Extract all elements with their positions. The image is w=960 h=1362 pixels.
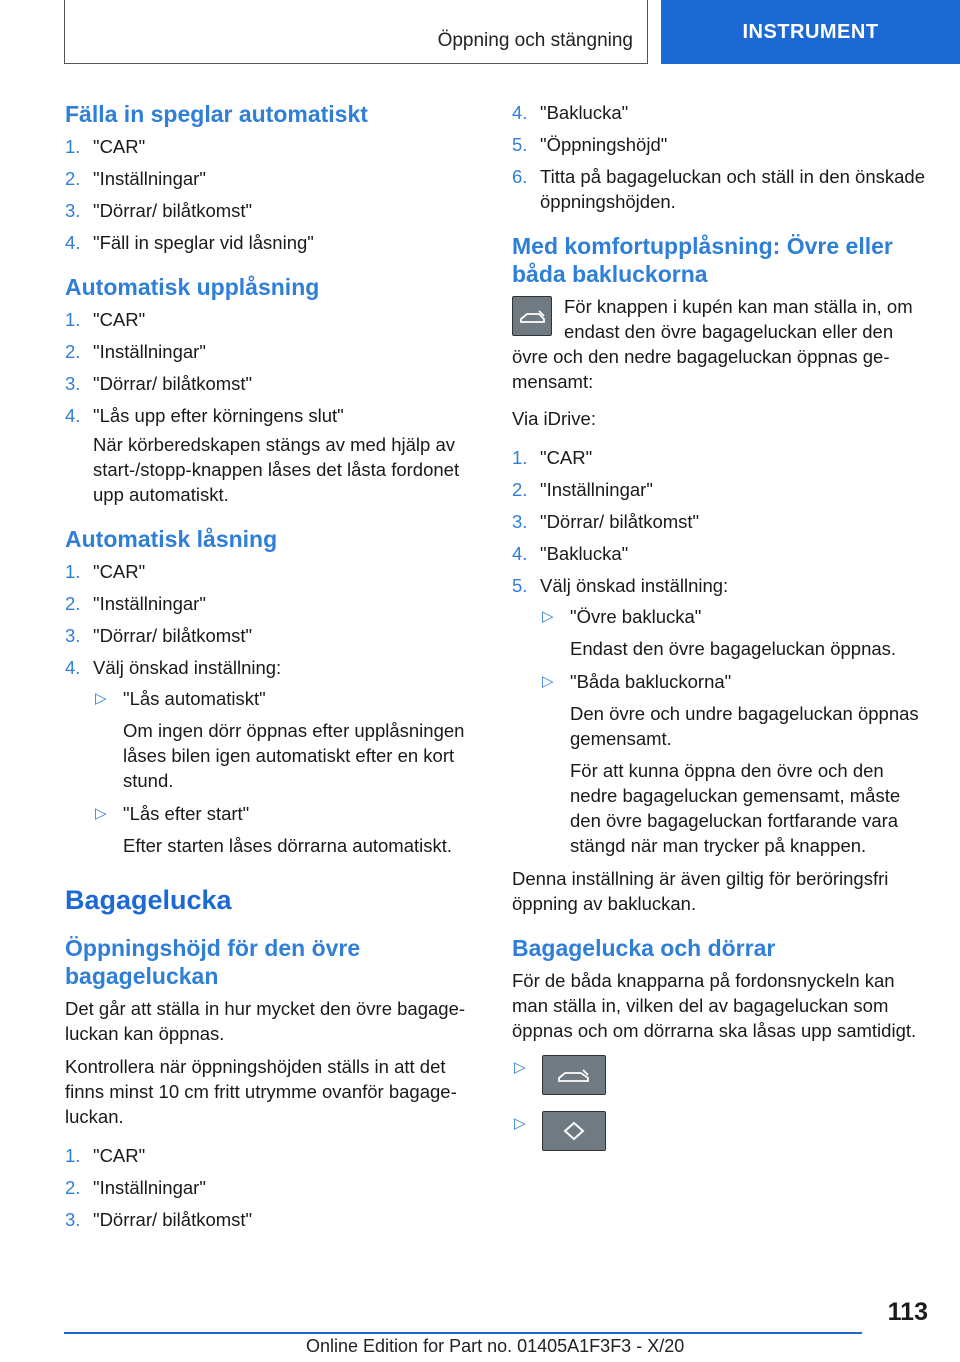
paragraph: För knappen i kupén kan man ställa in, om endast den övre bagageluckan eller den övre och den nedre bagageluckan öppnas gemensamt:: [512, 296, 913, 392]
section-continued: [512, 100, 927, 214]
option-item: [512, 1055, 927, 1103]
list-item: 2. "Inställningar": [65, 341, 206, 362]
section-title: Bagagelucka och dörrar: [512, 935, 776, 961]
paragraph: Via iDrive:: [512, 408, 596, 429]
section-title: Automatisk upplåsning: [65, 274, 320, 300]
list-item: 5. "Öppningshöjd": [512, 134, 668, 155]
option-item: [512, 1111, 927, 1159]
trunk-key-button-icon: [542, 1055, 606, 1095]
left-column: [65, 100, 480, 1250]
list-item: 6. Titta på bagageluckan och ställ in den önskade öppningshöjden.: [512, 166, 925, 212]
right-column: [512, 100, 927, 1177]
list-item: 1. "CAR": [65, 1145, 146, 1166]
footer-edition: Online Edition for Part no. 01405A1F3F3 - X/20: [306, 1336, 685, 1356]
triangle-bullet-icon: ▷: [514, 1115, 526, 1132]
option-item: ▷ "Lås automatiskt" Om ingen dörr öppnas efter upplåsningen låses bilen igen automatiskt efter en kort stund.: [93, 686, 480, 793]
header-box: [64, 0, 648, 64]
section-opening-height: [65, 934, 480, 1232]
list-item: 2. "Inställningar": [512, 479, 653, 500]
option-desc: För att kunna öppna den övre och den nedre bagageluckan gemensamt, måste den övre bagageluckan fortfarande vara stängd när man trycker på knappen.: [570, 760, 901, 856]
list-item: 3. "Dörrar/ bilåtkomst": [512, 511, 700, 532]
trunk-button-icon: [512, 296, 552, 336]
list-item: 4. "Baklucka": [512, 102, 629, 123]
list-item: 1. "CAR": [65, 309, 146, 330]
paragraph: Kontrollera när öppningshöjden ställs in att det finns minst 10 cm fritt utrymme ovanför bagageluckan.: [65, 1056, 457, 1127]
item-note: När körberedskapen stängs av med hjälp av start-/stopp-knappen låses det låsta fordonet upp automatiskt.: [93, 434, 460, 505]
option-desc: Den övre och undre bagageluckan öppnas gemensamt.: [570, 703, 919, 749]
option-item: ▷ "Övre baklucka" Endast den övre bagageluckan öppnas.: [540, 604, 927, 661]
option-item: ▷ "Lås efter start" Efter starten låses dörrarna automatiskt.: [93, 801, 480, 858]
list-item: 3. "Dörrar/ bilåtkomst": [65, 200, 253, 221]
list-item: 4. "Lås upp efter körningens slut" När körberedskapen stängs av med hjälp av start-/stopp-knappen låses det låsta fordonet upp automatiskt.: [65, 403, 480, 507]
page-number: 113: [887, 1298, 928, 1326]
option-desc: Om ingen dörr öppnas efter upplåsningen låses bilen igen automatiskt efter en kort stund.: [123, 720, 465, 791]
list-item: 3. "Dörrar/ bilåtkomst": [65, 1209, 253, 1230]
list-item: 2. "Inställningar": [65, 593, 206, 614]
section-auto-unlock: [65, 273, 480, 507]
section-comfort-unlock: [512, 232, 927, 916]
triangle-bullet-icon: ▷: [542, 608, 554, 625]
section-auto-lock: [65, 525, 480, 858]
list-item: 4. "Fäll in speglar vid låsning": [65, 232, 314, 253]
section-title: Automatisk låsning: [65, 526, 278, 552]
list-item: 1. "CAR": [65, 136, 146, 157]
paragraph: För de båda knapparna på fordonsnyckeln kan man ställa in, vilken del av bagageluckan som öppnas och om dörrarna ska låsas upp samtidigt.: [512, 970, 917, 1041]
section-trunk-doors: [512, 934, 927, 1159]
list-item: 3. "Dörrar/ bilåtkomst": [65, 625, 253, 646]
unlock-key-button-icon: [542, 1111, 606, 1151]
list-item: 4. "Baklucka": [512, 543, 629, 564]
section-title: Med komfortupplåsning: Övre eller båda bakluckorna: [512, 233, 893, 287]
triangle-bullet-icon: ▷: [542, 673, 554, 690]
triangle-bullet-icon: ▷: [514, 1059, 526, 1076]
section-title: Fälla in speglar automatiskt: [65, 101, 368, 127]
paragraph: Denna inställning är även giltig för beröringsfri öppning av bakluckan.: [512, 868, 889, 914]
header-tab[interactable]: INSTRUMENT: [661, 0, 960, 64]
triangle-bullet-icon: ▷: [95, 805, 107, 822]
chapter-title: Bagagelucka: [65, 885, 232, 915]
list-item: 2. "Inställningar": [65, 1177, 206, 1198]
list-item: 1. "CAR": [512, 447, 593, 468]
option-desc: Efter starten låses dörrarna automatiskt.: [123, 835, 453, 856]
section-title: Öppningshöjd för den övre bagageluckan: [65, 935, 361, 989]
list-item: 4. Välj önskad inställning: ▷ "Lås automatiskt" Om ingen dörr öppnas efter upplåsningen låses bilen igen automatiskt efter en kort stund. ▷ "Lås efter start" Efter starten låses dörrarna automatiskt.: [65, 655, 480, 858]
list-item: 1. "CAR": [65, 561, 146, 582]
list-item: 3. "Dörrar/ bilåtkomst": [65, 373, 253, 394]
list-item: 5. Välj önskad inställning: ▷ "Övre baklucka" Endast den övre bagageluckan öppnas. ▷ "Båda bakluckorna" Den övre och undre bagageluckan öppnas gemensamt. För att kunna öppna den övre och den nedre bagageluckan gemensamt, måste den övre bagageluckan fortfarande vara stängd när man trycker på knappen.: [512, 573, 927, 858]
header-section-title: Öppning och stängning: [437, 30, 633, 51]
section-fold-mirrors: [65, 100, 480, 255]
option-item: ▷ "Båda bakluckorna" Den övre och undre bagageluckan öppnas gemensamt. För att kunna öppna den övre och den nedre bagageluckan gemensamt, måste den övre bagageluckan fortfarande vara stängd när man trycker på knappen.: [540, 669, 927, 858]
footer-divider: [64, 1332, 862, 1334]
paragraph: Det går att ställa in hur mycket den övre bagageluckan kan öppnas.: [65, 998, 466, 1044]
triangle-bullet-icon: ▷: [95, 690, 107, 707]
option-desc: Endast den övre bagageluckan öppnas.: [570, 638, 897, 659]
list-item: 2. "Inställningar": [65, 168, 206, 189]
